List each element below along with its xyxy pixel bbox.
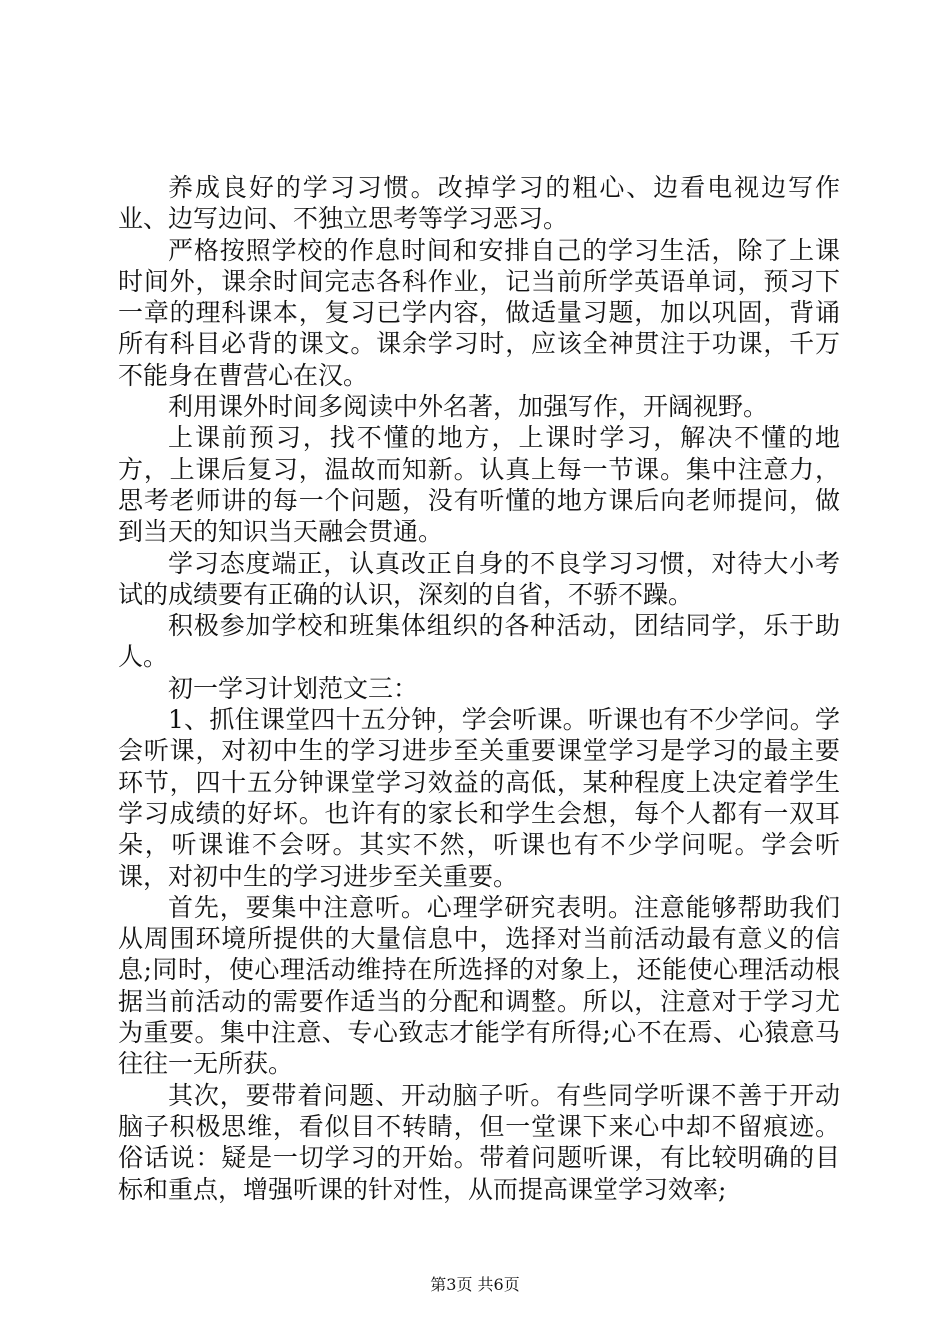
paragraph: 利用课外时间多阅读中外名著，加强写作，开阔视野。 [168,392,769,422]
paragraph: 养成良好的学习习惯。改掉学习的粗心、边看电视边写作业、边写边问、不独立思考等学习恶习。 [118,173,840,234]
paragraph: 积极参加学校和班集体组织的各种活动，团结同学，乐于助人。 [118,611,840,672]
paragraph: 严格按照学校的作息时间和安排自己的学习生活，除了上课时间外，课余时间完志各科作业，记当前所学英语单词，预习下一章的理科课本，复习已学内容，做适量习题，加以巩固，背诵所有科目必背的课文。课余学习时，应该全神贯注于功课，千万不能身在曹营心在汉。 [118,235,840,390]
paragraph: 1、抓住课堂四十五分钟，学会听课。听课也有不少学问。学会听课，对初中生的学习进步至关重要课堂学习是学习的最主要环节，四十五分钟课堂学习效益的高低，某种程度上决定着学生学习成绩的好坏。也许有的家长和学生会想，每个人都有一双耳朵，听课谁不会呀。其实不然，听课也有不少学问呢。学会听课，对初中生的学习进步至关重要。 [118,705,840,891]
section-heading: 初一学习计划范文三： [168,673,419,703]
paragraph: 上课前预习，找不懂的地方，上课时学习，解决不懂的地方，上课后复习，温故而知新。认真上每一节课。集中注意力，思考老师讲的每一个问题，没有听懂的地方课后向老师提问，做到当天的知识当天融会贯通。 [118,423,840,547]
paragraph: 首先，要集中注意听。心理学研究表明。注意能够帮助我们从周围环境所提供的大量信息中，选择对当前活动最有意义的信息;同时，使心理活动维持在所选择的对象上，还能使心理活动根据当前活动的需要作适当的分配和调整。所以，注意对于学习尤为重要。集中注意、专心致志才能学有所得;心不在焉、心猿意马往往一无所获。 [118,892,840,1079]
page-number-footer: 第3页 共6页 [430,1275,520,1294]
paragraph: 学习态度端正，认真改正自身的不良学习习惯，对待大小考试的成绩要有正确的认识，深刻的自省，不骄不躁。 [118,548,840,609]
document-body [118,172,840,1205]
paragraph: 其次，要带着问题、开动脑子听。有些同学听课不善于开动脑子积极思维，看似目不转睛，但一堂课下来心中却不留痕迹。俗话说：疑是一切学习的开始。带着问题听课，有比较明确的目标和重点，增强听课的针对性，从而提高课堂学习效率; [118,1080,840,1204]
